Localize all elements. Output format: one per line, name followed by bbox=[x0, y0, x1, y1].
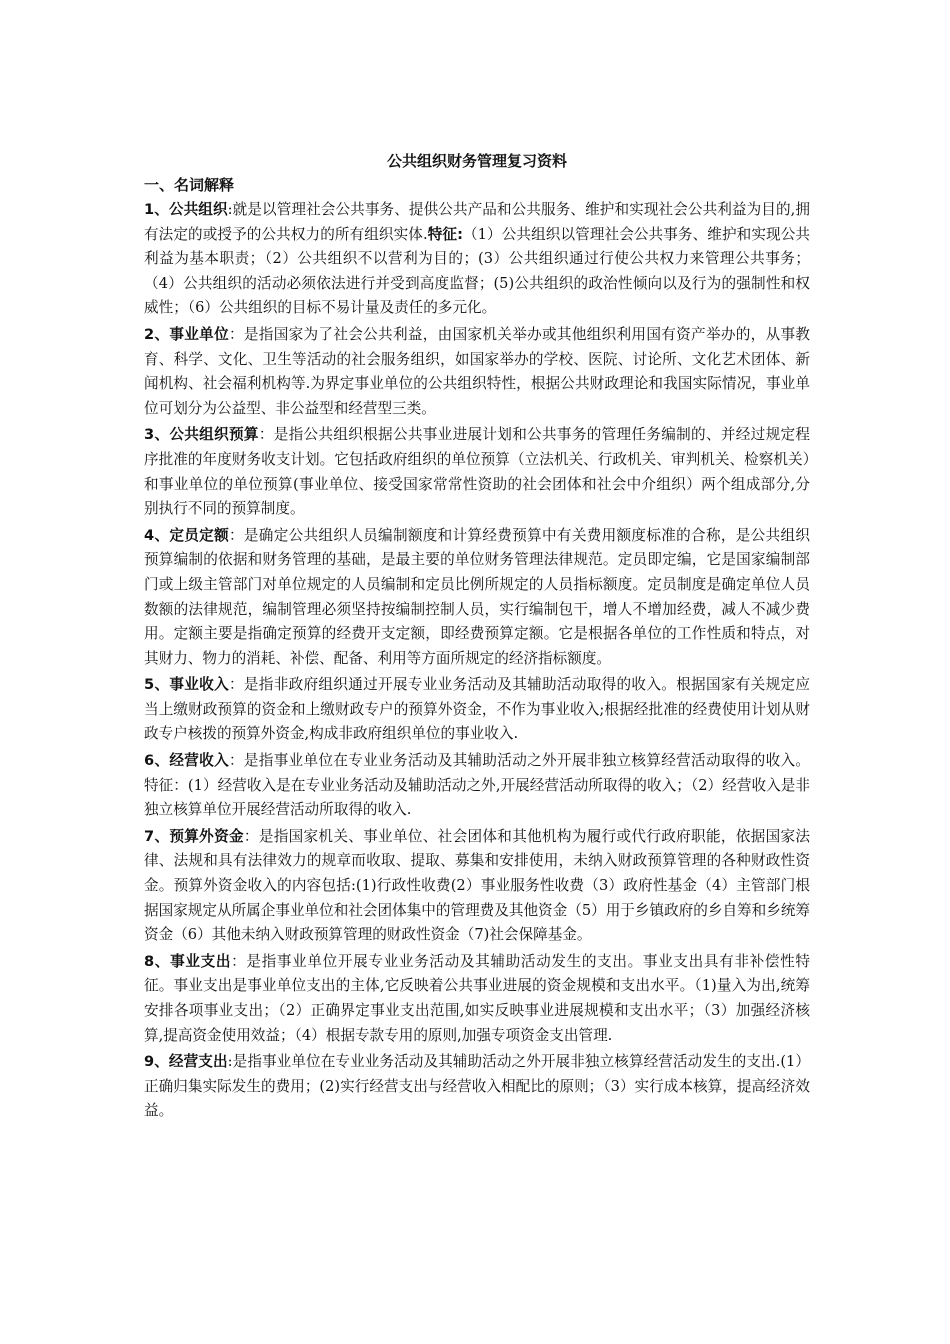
entry-definition: 就是以管理社会公共事务、提供公共产品和公共服务、维护和实现社会公共利益为目的,拥有法定的或授予的公共权力的所有组织实体. bbox=[144, 201, 810, 243]
entry-separator: : bbox=[227, 1053, 233, 1071]
entry-separator: ： bbox=[229, 676, 244, 694]
document-page bbox=[144, 150, 810, 1126]
entry-term: 3、公共组织预算 bbox=[144, 426, 259, 444]
entry-definition: 是指事业单位在专业业务活动及其辅助活动之外开展非独立核算经营活动发生的支出.(1）正确归集实际发生的费用；(2)实行经营支出与经营收入相配比的原则；（3）实行成本核算，提高经济效益。 bbox=[144, 1053, 811, 1120]
entry-definition: 是指非政府组织通过开展专业业务活动及其辅助活动取得的收入。根据国家有关规定应当上缴财政预算的资金和上缴财政专户的预算外资金，不作为事业收入;根据经批准的经费使用计划从财政专户核拨的预算外资金,构成非政府组织单位的事业收入. bbox=[144, 676, 810, 743]
entry-public-institution bbox=[144, 323, 810, 421]
entry-definition: 是指国家为了社会公共利益，由国家机关举办或其他组织利用国有资产举办的，从事教育、科学、文化、卫生等活动的社会服务组织，如国家举办的学校、医院、讨论所、文化艺术团体、新闻机构、社会福利机构等.为界定事业单位的公共组织特性，根据公共财政理论和我国实际情况，事业单位可划分为公益型、非公益型和经营型三类。 bbox=[144, 325, 810, 417]
entry-term: 7、预算外资金 bbox=[144, 827, 244, 845]
entry-service-income bbox=[144, 673, 810, 747]
document-title: 公共组织财务管理复习资料 bbox=[386, 152, 567, 170]
entry-features-label: 特征: bbox=[427, 225, 463, 243]
entry-features-text: （1）公共组织以管理社会公共事务、维护和实现公共利益为基本职责；（2）公共组织不以营利为目的；(3）公共组织通过行使公共权力来管理公共事务；（4）公共组织的活动必须依法进行并受到高度监督；(5)公共组织的政治性倾向以及行为的强制性和权威性；（6）公共组织的目标不易计量及责任的多元化。 bbox=[144, 225, 810, 317]
entry-term: 9、经营支出 bbox=[144, 1053, 228, 1071]
entry-term: 6、经营收入 bbox=[144, 752, 229, 770]
entry-separator: ： bbox=[229, 752, 244, 770]
entry-definition: 是指公共组织根据公共事业进展计划和公共事务的管理任务编制的、并经过规定程序批准的年度财务收支计划。它包括政府组织的单位预算（立法机关、行政机关、审判机关、检察机关）和事业单位的单位预算(事业单位、接受国家常常性资助的社会团体和社会中介组织）两个组成部分,分别执行不同的预算制度。 bbox=[144, 426, 810, 518]
entry-public-budget bbox=[144, 423, 810, 521]
entry-service-expenditure bbox=[144, 950, 810, 1048]
entry-separator: ： bbox=[231, 952, 247, 970]
entry-operating-expenditure bbox=[144, 1050, 810, 1124]
entry-term: 1、公共组织 bbox=[144, 201, 228, 218]
entry-separator: ： bbox=[258, 426, 274, 444]
entry-definition: 是指事业单位在专业业务活动及其辅助活动之外开展非独立核算经营活动取得的收入。特征：(1）经营收入是在专业业务活动及辅助活动之外,开展经营活动所取得的收入；（2）经营收入是非独立核算单位开展经营活动所取得的收入. bbox=[144, 752, 810, 819]
entry-definition: 是指事业单位开展专业业务活动及其辅助活动发生的支出。事业支出具有非补偿性特征。事业支出是事业单位支出的主体,它反映着公共事业进展的资金规模和支出水平。（1)量入为出,统筹安排各项事业支出；（2）正确界定事业支出范围,如实反映事业进展规模和支出水平；（3）加强经济核算,提高资金使用效益；（4）根据专款专用的原则,加强专项资金支出管理. bbox=[144, 952, 810, 1044]
entry-separator: ： bbox=[243, 827, 259, 845]
entry-definition: 是确定公共组织人员编制额度和计算经费预算中有关费用额度标准的合称，是公共组织预算编制的依据和财务管理的基础，是最主要的单位财务管理法律规范。定员即定编，它是国家编制部门或上级主管部门对单位规定的人员编制和定员比例所规定的人员指标额度。定员制度是确定单位人员数额的法律规范，编制管理必须坚持按编制控制人员，实行编制包干，增人不增加经费，减人不减少费用。定额主要是指确定预算的经费开支定额，即经费预算定额。它是根据各单位的工作性质和特点，对其财力、物力的消耗、补偿、配备、利用等方面所规定的经济指标额度。 bbox=[144, 526, 810, 667]
entry-term: 2、事业单位 bbox=[144, 325, 229, 343]
section-heading: 一、名词解释 bbox=[144, 176, 235, 194]
entry-term: 8、事业支出 bbox=[144, 952, 232, 970]
entry-term: 5、事业收入 bbox=[144, 676, 229, 694]
entry-staffing-quota bbox=[144, 524, 810, 672]
entry-separator: : bbox=[227, 201, 233, 218]
entry-extra-budgetary-funds bbox=[144, 825, 810, 948]
entry-public-organization bbox=[144, 198, 810, 321]
entry-separator: ： bbox=[229, 526, 244, 544]
entry-separator: ： bbox=[229, 325, 244, 343]
entry-definition: 是指国家机关、事业单位、社会团体和其他机构为履行或代行政府职能，依据国家法律、法规和具有法律效力的规章而收取、提取、募集和安排使用，未纳入财政预算管理的各种财政性资金。预算外资金收入的内容包括:(1)行政性收费(2）事业服务性收费（3）政府性基金（4）主管部门根据国家规定从所属企事业单位和社会团体集中的管理费及其他资金（5）用于乡镇政府的乡自筹和乡统筹资金（6）其他未纳入财政预算管理的财政性资金（7)社会保障基金。 bbox=[144, 827, 811, 944]
entry-operating-income bbox=[144, 749, 810, 823]
entry-term: 4、定员定额 bbox=[144, 526, 229, 544]
